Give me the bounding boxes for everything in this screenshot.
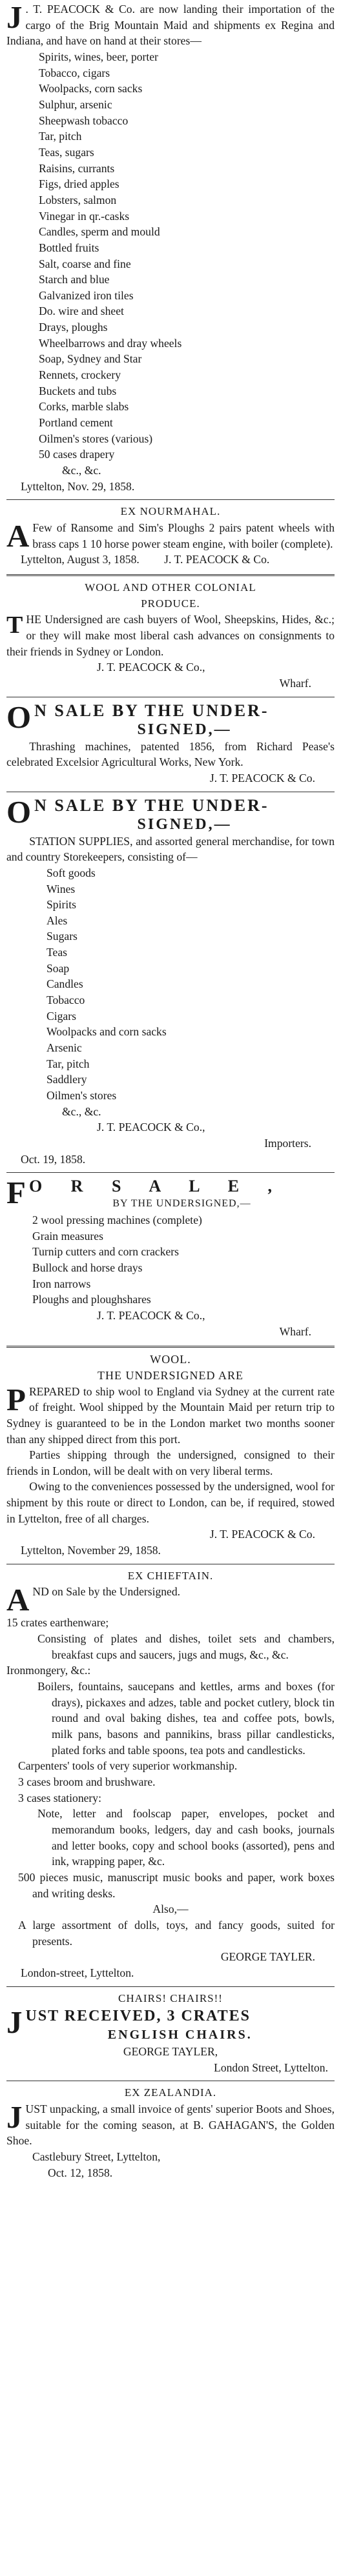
list-item: &c., &c. [62, 464, 101, 477]
place-date-signature-line [6, 552, 335, 568]
place: London-street, Lyttelton. [21, 1966, 134, 1979]
list-item: Raisins, currants [39, 161, 115, 175]
advert-heading: N SALE BY THE UNDER- [34, 701, 269, 720]
dolls-line: A large assortment of dolls, toys, and fancy goods, suited for presents. [18, 1918, 335, 1948]
goods-list [6, 865, 335, 1120]
list-item: Sheepwash tobacco [39, 114, 129, 127]
advert-body [6, 612, 335, 659]
list-item: Galvanized iron tiles [39, 288, 134, 302]
advert-subheading: THE UNDERSIGNED ARE [98, 1368, 243, 1382]
list-item: Corks, marble slabs [39, 400, 129, 414]
list-item: Ploughs and ploughshares [32, 1293, 151, 1306]
advert-paragraph: Owing to the conveniences possessed by the undersigned, wool for shipment by this route or direct to London, can be, if required, stowed in Lyttelton, free of all charges. [6, 1480, 335, 1525]
advert-heading-block [6, 701, 335, 739]
list-item: Teas [46, 946, 67, 959]
carpenters-line: Carpenters' tools of very superior workmanship. [18, 1759, 238, 1773]
list-item: Soap [46, 961, 70, 975]
list-item: Wheelbarrows and dray wheels [39, 336, 182, 350]
divider [6, 1346, 335, 1348]
list-item: Spirits, wines, beer, porter [39, 50, 158, 63]
advert-headline-line-2: ENGLISH CHAIRS. [107, 2028, 253, 2042]
list-item: Soap, Sydney and Star [39, 352, 142, 366]
earthenware-text: Consisting of plates and dishes, toilet sets and chambers, breakfast cups and saucers, jugs and mugs, &c., &c. [37, 1632, 335, 1661]
list-item: Candles, sperm and mould [39, 225, 160, 239]
stationery-label: 3 cases stationery: [18, 1791, 101, 1804]
advert-intro [6, 1, 335, 49]
drop-cap: A [6, 1582, 30, 1618]
intro-text: ND on Sale by the Undersigned. [32, 1585, 181, 1599]
advert-heading: EX ZEALANDIA. [124, 2086, 217, 2099]
list-item: Portland cement [39, 416, 113, 430]
drop-cap: J [6, 2004, 23, 2041]
advert-body [6, 2101, 335, 2149]
place: London Street, Lyttelton. [214, 2061, 328, 2074]
advert-for-sale [6, 1177, 335, 1339]
list-item: Arsenic [46, 1041, 82, 1055]
body-text: REPARED to ship wool to England via Sydney at the current rate of freight. Wool shipped by the Mountain Maid per return trip to Sydney is guaranteed to be in the London market two months sooner than any shipped direct from this port. [6, 1384, 335, 1446]
advert-body [6, 520, 335, 552]
advert-body: STATION SUPPLIES, and assorted general merchandise, for town and country Storekeepers, consisting of— [6, 834, 335, 864]
list-item: Turnip cutters and corn crackers [32, 1245, 180, 1259]
goods-list [6, 1212, 335, 1308]
list-item: &c., &c. [62, 1104, 101, 1118]
signature-role: Importers. [264, 1137, 311, 1150]
list-item: Bottled fruits [39, 241, 99, 254]
list-item: Lobsters, salmon [39, 193, 117, 206]
signature-place: Wharf. [279, 1324, 311, 1338]
list-item: Sulphur, arsenic [39, 97, 112, 111]
list-item: Grain measures [32, 1229, 103, 1243]
place-date: Lyttelton, November 29, 1858. [21, 1544, 161, 1557]
advert-heading-block [6, 796, 335, 834]
list-item: Wines [46, 882, 76, 895]
advert-ex-nourmahal [6, 504, 335, 568]
list-item: Tar, pitch [39, 130, 82, 143]
crates-line: 15 crates earthenware; [6, 1616, 109, 1630]
advert-heading: WOOL AND OTHER COLONIAL [85, 581, 256, 594]
advert-paragraph: Parties shipping through the undersigned, consigned to their friends in London, will be dealt with on very liberal terms. [6, 1448, 335, 1477]
list-item: Drays, ploughs [39, 321, 108, 334]
list-item: Figs, dried apples [39, 177, 119, 191]
divider [6, 1986, 335, 1987]
drop-cap: O [6, 701, 32, 735]
drop-cap: O [6, 795, 32, 830]
place: Castlebury Street, Lyttelton, [32, 2150, 161, 2164]
divider [6, 499, 335, 500]
advert-wool-shipping [6, 1352, 335, 1559]
list-item: Teas, sugars [39, 145, 94, 159]
list-item: Tobacco [46, 993, 85, 1007]
list-item: Do. wire and sheet [39, 305, 124, 318]
list-item: Saddlery [46, 1073, 87, 1086]
place-date: Lyttelton, Nov. 29, 1858. [21, 479, 135, 493]
list-item: Woolpacks and corn sacks [46, 1025, 167, 1039]
list-item: Candles [46, 977, 83, 991]
list-item: Starch and blue [39, 273, 110, 286]
signature: J. T. PEACOCK & Co. [164, 553, 270, 566]
list-item: Spirits [46, 898, 76, 912]
list-item: Salt, coarse and fine [39, 257, 131, 270]
advert-heading: EX NOURMAHAL. [120, 505, 221, 518]
drop-cap: A [6, 518, 30, 554]
list-item: Tobacco, cigars [39, 66, 110, 79]
advert-ex-chieftain [6, 1568, 335, 1981]
drop-cap: P [6, 1381, 26, 1417]
advert-wool-produce [6, 580, 335, 692]
advert-intro [6, 1582, 335, 1618]
body-text: UST unpacking, a small invoice of gents' superior Boots and Shoes, suitable for the coming season, at B. GAHAGAN'S, the Golden Shoe. [6, 2102, 335, 2148]
advert-heading: CHAIRS! CHAIRS!! [118, 1992, 223, 2004]
ironmongery-text: Boilers, fountains, saucepans and kettles, arms and boxes (for drays), pickaxes and adzes, table and pocket cutlery, block tin round and oval baking dishes, tea and coffee pots, bowls, milk pans, basons and pannikins, brass pillar candlesticks, plated forks and table spoons, tea pots and candlesticks. [37, 1680, 335, 1757]
list-item: Rennets, crockery [39, 368, 121, 382]
list-item: Iron narrows [32, 1277, 91, 1290]
advert-heading: O R S A L E , [28, 1177, 282, 1196]
list-item: Vinegar in qr.-casks [39, 209, 130, 223]
advert-heading-line-2: SIGNED,— [137, 815, 232, 833]
advert-chairs [6, 1991, 335, 2076]
advert-heading: N SALE BY THE UNDER- [34, 795, 269, 815]
divider [6, 1172, 335, 1173]
list-item: Tar, pitch [46, 1057, 90, 1070]
signature: J. T. PEACOCK & Co. [209, 1528, 315, 1541]
advert-ex-zealandia [6, 2085, 335, 2181]
date: Oct. 19, 1858. [21, 1152, 86, 1166]
also-line: Also,— [152, 1902, 189, 1916]
signature: J. T. PEACOCK & Co., [97, 1121, 205, 1134]
signature: GEORGE TAYLER, [123, 2045, 218, 2059]
advert-thrashing-machines [6, 701, 335, 786]
signature: J. T. PEACOCK & Co. [209, 771, 315, 784]
goods-list [6, 49, 335, 479]
brushware-line: 3 cases broom and brushware. [18, 1775, 156, 1788]
advert-station-supplies [6, 796, 335, 1168]
advert-heading-line-2: PRODUCE. [141, 597, 200, 610]
signature: J. T. PEACOCK & Co., [97, 1308, 205, 1322]
advert-body-block [6, 2006, 335, 2044]
list-item: Bullock and horse drays [32, 1261, 143, 1274]
signature: GEORGE TAYLER. [220, 1950, 315, 1964]
advert-heading: EX CHIEFTAIN. [127, 1569, 214, 1582]
drop-cap: F [6, 1177, 26, 1211]
body-text: HE Undersigned are cash buyers of Wool, Sheepskins, Hides, &c.; or they will make most liberal cash advances on consignments to their friends in Sydney or London. [6, 613, 335, 658]
list-item: Oilmen's stores [46, 1089, 117, 1103]
advert-body: Thrashing machines, patented 1856, from Richard Pease's celebrated Excelsior Agricultural Works, New York. [6, 739, 335, 769]
advert-heading-block [6, 1177, 335, 1212]
drop-cap: J [6, 2099, 23, 2135]
advert-body [6, 1381, 335, 1448]
stationery-text: Note, letter and foolscap paper, envelopes, pocket and memorandum books, ledgers, day and cash books, journals and letter books, copy and school books (assorted), pens and ink, wrapping paper, &c. [37, 1807, 335, 1868]
list-item: 50 cases drapery [39, 448, 115, 461]
list-item: Soft goods [46, 866, 96, 879]
body-text: Few of Ransome and Sim's Ploughs 2 pairs patent wheels with brass caps 1 10 horse power steam engine, with boiler (complete). [32, 521, 335, 550]
list-item: Woolpacks, corn sacks [39, 82, 143, 95]
list-item: Oilmen's stores (various) [39, 432, 153, 445]
place-date: Lyttelton, August 3, 1858. [21, 553, 140, 566]
list-item: Sugars [46, 930, 78, 943]
signature-place: Wharf. [279, 676, 311, 690]
list-item: Cigars [46, 1009, 76, 1023]
advert-headline: UST RECEIVED, 3 CRATES [25, 2008, 251, 2025]
advert-heading: WOOL. [150, 1353, 191, 1366]
ironmongery-label: Ironmongery, &c.: [6, 1664, 91, 1677]
advert-peacock-cargo [6, 0, 335, 494]
advert-subheading: BY THE UNDERSIGNED,— [112, 1198, 251, 1210]
drop-cap: T [6, 612, 23, 639]
music-line: 500 pieces music, manuscript music books and paper, work boxes and writing desks. [18, 1870, 335, 1900]
drop-cap: J [6, 0, 23, 35]
list-item: Buckets and tubs [39, 384, 117, 397]
intro-text: . T. PEACOCK & Co. are now landing their importation of the cargo of the Brig Mountain Maid and shipments ex Regina and Indiana, and have on hand at their stores— [6, 3, 335, 48]
list-item: Ales [46, 914, 68, 927]
date: Oct. 12, 1858. [48, 2166, 113, 2179]
divider [6, 574, 335, 576]
list-item: 2 wool pressing machines (complete) [32, 1213, 202, 1226]
signature: J. T. PEACOCK & Co., [97, 661, 205, 674]
advert-heading-line-2: SIGNED,— [137, 721, 232, 738]
